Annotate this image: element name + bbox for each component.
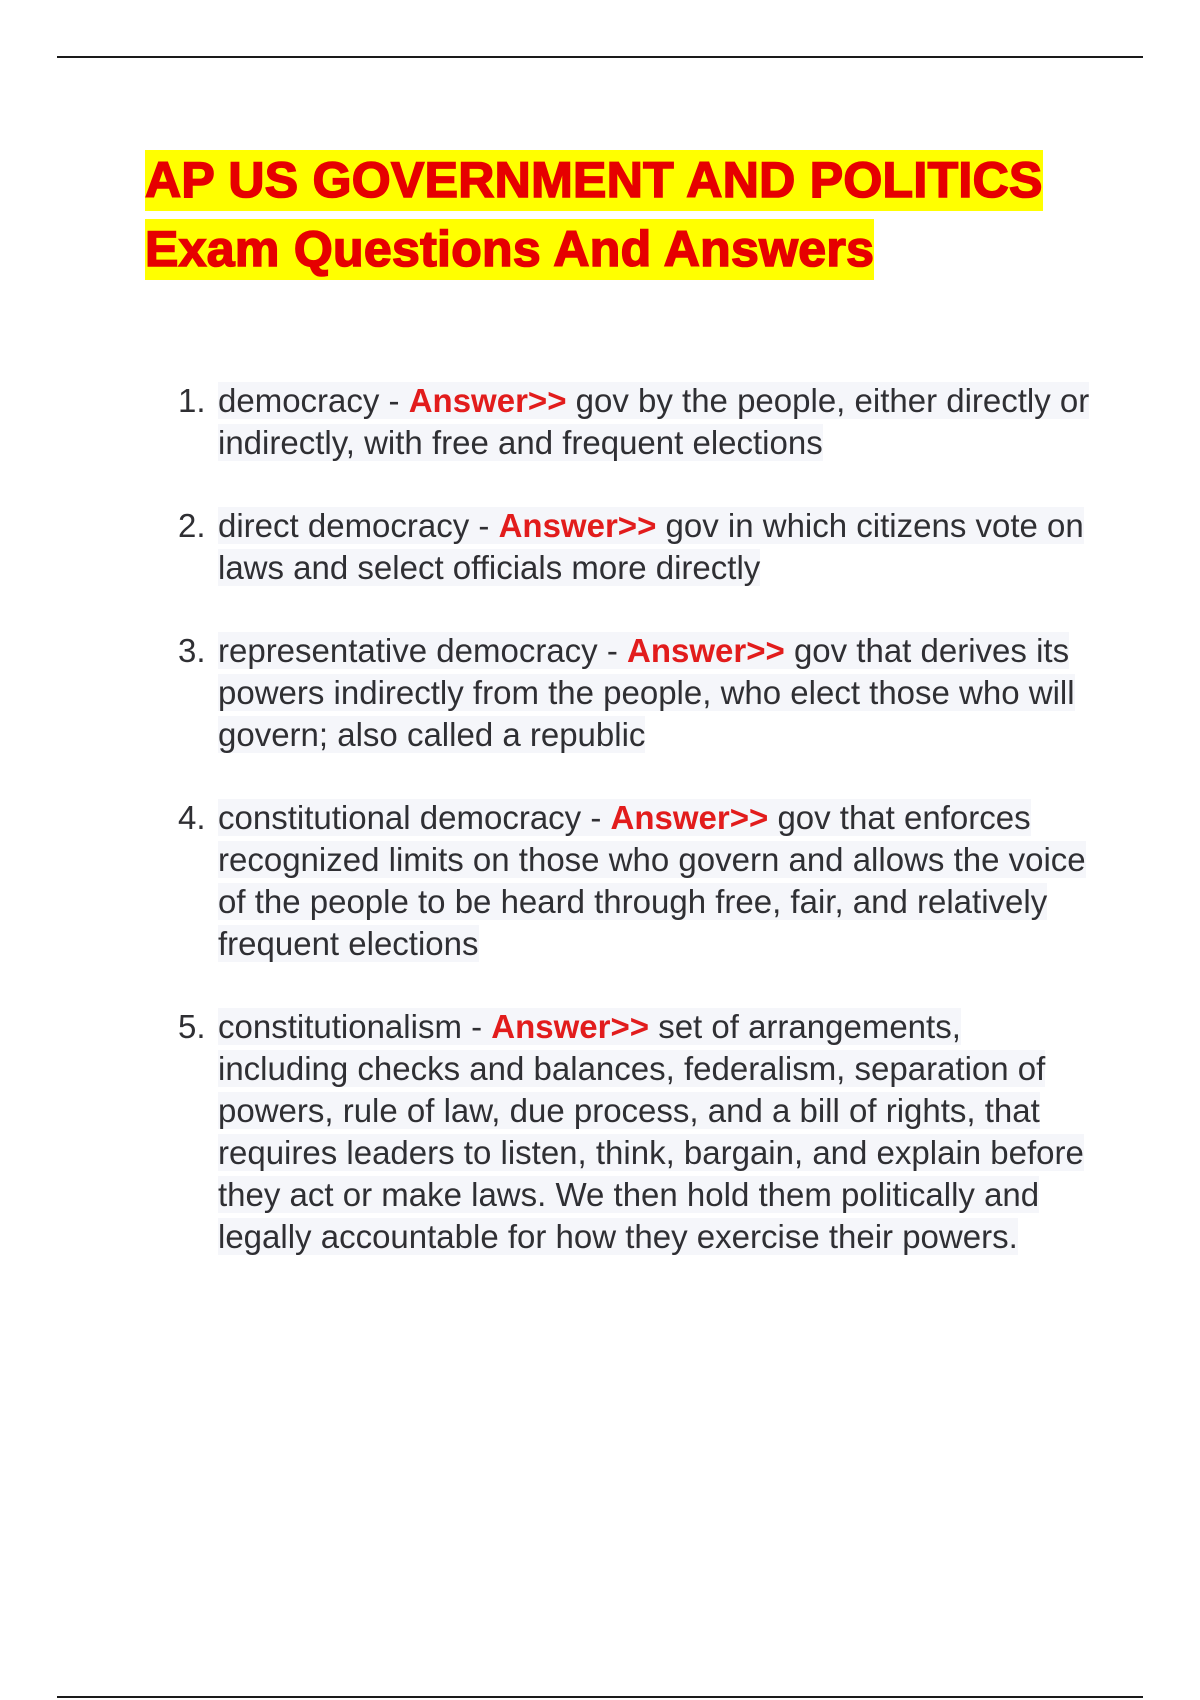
item-number: 2.: [178, 507, 206, 544]
title-highlight: AP US GOVERNMENT AND POLITICS Exam Questions And Answers: [145, 150, 1043, 280]
item-answer: gov that enforces recognized limits on those who govern and allows the voice of the people to be heard through free, fair, and relatively frequent elections: [218, 799, 1086, 962]
bottom-rule: [57, 1696, 1143, 1698]
answer-marker: Answer>>: [408, 382, 567, 419]
item-answer: set of arrangements, including checks and balances, federalism, separation of powers, rule of law, due process, and a bill of rights, that requires leaders to listen, think, bargain, and explain before they act or make laws. We then hold them politically and legally accountable for how they exercise their powers.: [218, 1008, 1084, 1255]
item-body: [218, 797, 1098, 965]
item-number: 5.: [178, 1008, 206, 1045]
item-number: 4.: [178, 799, 206, 836]
item-body: [218, 380, 1098, 464]
answer-marker: Answer>>: [610, 799, 769, 836]
top-rule: [57, 56, 1143, 58]
item-separator: -: [581, 799, 611, 836]
item-separator: -: [469, 507, 499, 544]
answer-marker: Answer>>: [498, 507, 657, 544]
item-separator: -: [461, 1008, 492, 1045]
item-separator: -: [597, 632, 628, 669]
item-term: representative democracy: [218, 632, 598, 669]
item-body: [218, 505, 1098, 589]
item-term: constitutionalism: [218, 1008, 462, 1045]
item-term: democracy: [218, 382, 380, 419]
answer-marker: Answer>>: [627, 632, 785, 669]
item-number: 3.: [178, 632, 206, 669]
document-title: [145, 146, 1045, 284]
answer-marker: Answer>>: [491, 1008, 650, 1045]
item-term: constitutional democracy: [218, 799, 582, 836]
item-term: direct democracy: [218, 507, 470, 544]
item-separator: -: [379, 382, 409, 419]
item-answer: gov that derives its powers indirectly from the people, who elect those who will govern; also called a republic: [218, 632, 1075, 753]
item-answer: gov by the people, either directly or indirectly, with free and frequent elections: [218, 382, 1090, 461]
item-body: [218, 630, 1098, 756]
item-number: 1.: [178, 382, 206, 419]
item-answer: gov in which citizens vote on laws and select officials more directly: [218, 507, 1084, 586]
item-body: [218, 1006, 1098, 1258]
